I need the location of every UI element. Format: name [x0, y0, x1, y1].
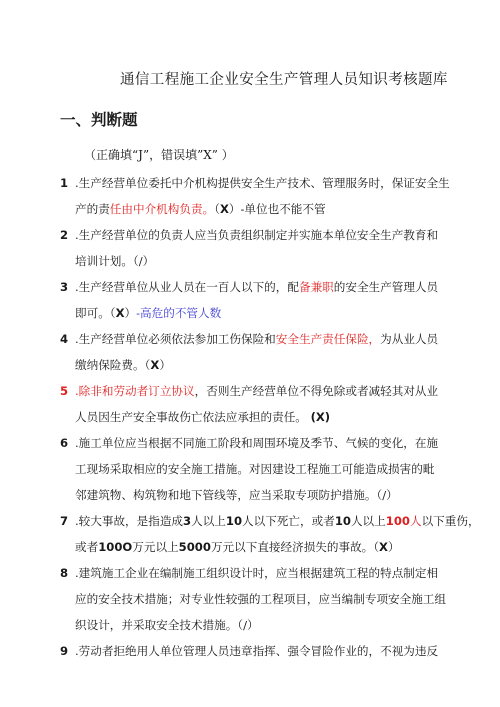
answer-instruction: （正确填“J”，错误填”X” ） [84, 148, 234, 162]
question-item [60, 430, 462, 508]
question-continuation-line [60, 300, 462, 326]
question-number: 8 [60, 566, 69, 580]
question-continuation-line [60, 404, 462, 430]
question-text-segment: 万元以上 [132, 540, 179, 554]
question-first-line [60, 560, 462, 586]
question-number: 7 [60, 514, 69, 528]
question-first-line [60, 170, 462, 196]
question-text-segment: X [379, 540, 388, 554]
question-text-segment: .生产经营单位委托中介机构提供安全生产技术、管理服务时，保证安全生 [75, 176, 450, 190]
section-heading: 一、判断题 [60, 110, 138, 129]
question-item [60, 274, 462, 326]
question-text-segment: 3 [183, 514, 192, 528]
question-number: 9 [60, 644, 69, 658]
question-item [60, 560, 462, 638]
question-text-segment: 人以上 [191, 514, 226, 528]
question-text-segment: ） [388, 540, 400, 554]
question-text-segment: .劳动者拒绝用人单位管理人员违章指挥、强令冒险作业的，不视为违反 [75, 644, 439, 658]
question-text-segment: 100O [98, 540, 133, 554]
question-text-segment: ）-单位也不能不管 [228, 202, 326, 216]
question-text-segment: 培训计划。（/） [75, 254, 155, 268]
question-text-segment: .施工单位应当根据不同施工阶段和周围环境及季节、气候的变化，在施 [75, 436, 439, 450]
question-continuation-line [60, 248, 462, 274]
question-text-segment: 邻建筑物、构筑物和地下管线等，应当采取专项防护措施。（/） [75, 488, 398, 502]
question-item [60, 222, 462, 274]
question-text-segment: X [150, 358, 160, 372]
question-continuation-line [60, 612, 462, 638]
question-text-segment: 即可。（ [75, 306, 116, 320]
question-text-segment: ） [159, 358, 171, 372]
question-text-segment: .建筑施工企业在编制施工组织设计时，应当根据建筑工程的特点制定相 [75, 566, 439, 580]
question-text-segment: .除非和劳动者订立协议 [75, 384, 195, 398]
question-text-segment: -高危的不管人数 [136, 306, 222, 320]
question-number: 1 [60, 176, 69, 190]
question-text-segment: 的安全生产管理人员 [333, 280, 439, 294]
question-continuation-line [60, 196, 462, 222]
question-first-line [60, 274, 462, 300]
question-item [60, 170, 462, 222]
question-text-segment: 备兼职 [298, 280, 334, 294]
document-title: 通信工程施工企业安全生产管理人员知识考核题库 [120, 72, 448, 88]
question-continuation-line [60, 534, 462, 560]
question-text-segment: 织设计，并采取安全技术措施。（/） [75, 618, 259, 632]
question-text-segment: X [219, 202, 229, 216]
question-item [60, 326, 462, 378]
question-number: 5 [60, 384, 69, 398]
question-text-segment: 人以下死亡，或者 [242, 514, 335, 528]
question-text-segment: ） [124, 306, 137, 320]
question-item [60, 378, 462, 430]
question-text-segment: .生产经营单位的负责人应当负责组织制定并实施本单位安全生产教育和 [75, 228, 439, 242]
question-number: 2 [60, 228, 69, 242]
question-text-segment: X [115, 306, 125, 320]
question-text-segment: （ [214, 202, 220, 216]
question-continuation-line [60, 482, 462, 508]
question-text-segment: .较大事故，是指造成 [75, 514, 184, 528]
question-text-segment: 工现场采取相应的安全施工措施。对因建设工程施工可能造成损害的毗 [75, 462, 435, 476]
question-number: 3 [60, 280, 69, 294]
question-text-segment: 100 [385, 514, 410, 528]
question-item [60, 638, 462, 664]
question-continuation-line [60, 352, 462, 378]
question-text-segment: 5000 [178, 540, 211, 554]
question-text-segment: 安全生产责任保险， [275, 332, 381, 346]
question-text-segment: 万元以下直接经济损失的事故。（ [210, 540, 380, 554]
question-text-segment: 任由中介机构负责。 [109, 202, 215, 216]
question-text-segment: .生产经营单位必须依法参加工伤保险和 [75, 332, 276, 346]
question-text-segment: 缴纳保险费。（ [75, 358, 151, 372]
question-text-segment: .生产经营单位从业人员在一百人以下的，配 [75, 280, 299, 294]
question-text-segment: 为从业人员 [380, 332, 439, 346]
question-text-segment: ，否则生产经营单位不得免除或者减轻其对从业 [194, 384, 439, 398]
question-list [60, 170, 480, 664]
question-first-line [60, 378, 462, 404]
question-continuation-line [60, 456, 462, 482]
question-text-segment: 或者 [75, 540, 99, 554]
question-text-segment: 人以上 [350, 514, 386, 528]
question-item [60, 508, 480, 560]
question-text-segment: 产的责 [75, 202, 110, 216]
question-first-line [60, 508, 480, 534]
question-text-segment: 10 [334, 514, 351, 528]
question-text-segment: 应的安全技术措施；对专业性较强的工程项目，应当编制专项安全施工组 [75, 592, 447, 606]
question-text-segment: 以下重伤， [421, 514, 480, 528]
question-first-line [60, 638, 462, 664]
question-first-line [60, 222, 462, 248]
question-text-segment: 人 [409, 514, 422, 528]
question-first-line [60, 430, 462, 456]
question-text-segment: 10 [225, 514, 243, 528]
question-text-segment: (X) [310, 410, 331, 424]
question-first-line [60, 326, 462, 352]
question-text-segment: 人员因生产安全事故伤亡依法应承担的责任。 [75, 410, 311, 424]
question-number: 6 [60, 436, 69, 450]
question-number: 4 [60, 332, 69, 346]
question-continuation-line [60, 586, 462, 612]
